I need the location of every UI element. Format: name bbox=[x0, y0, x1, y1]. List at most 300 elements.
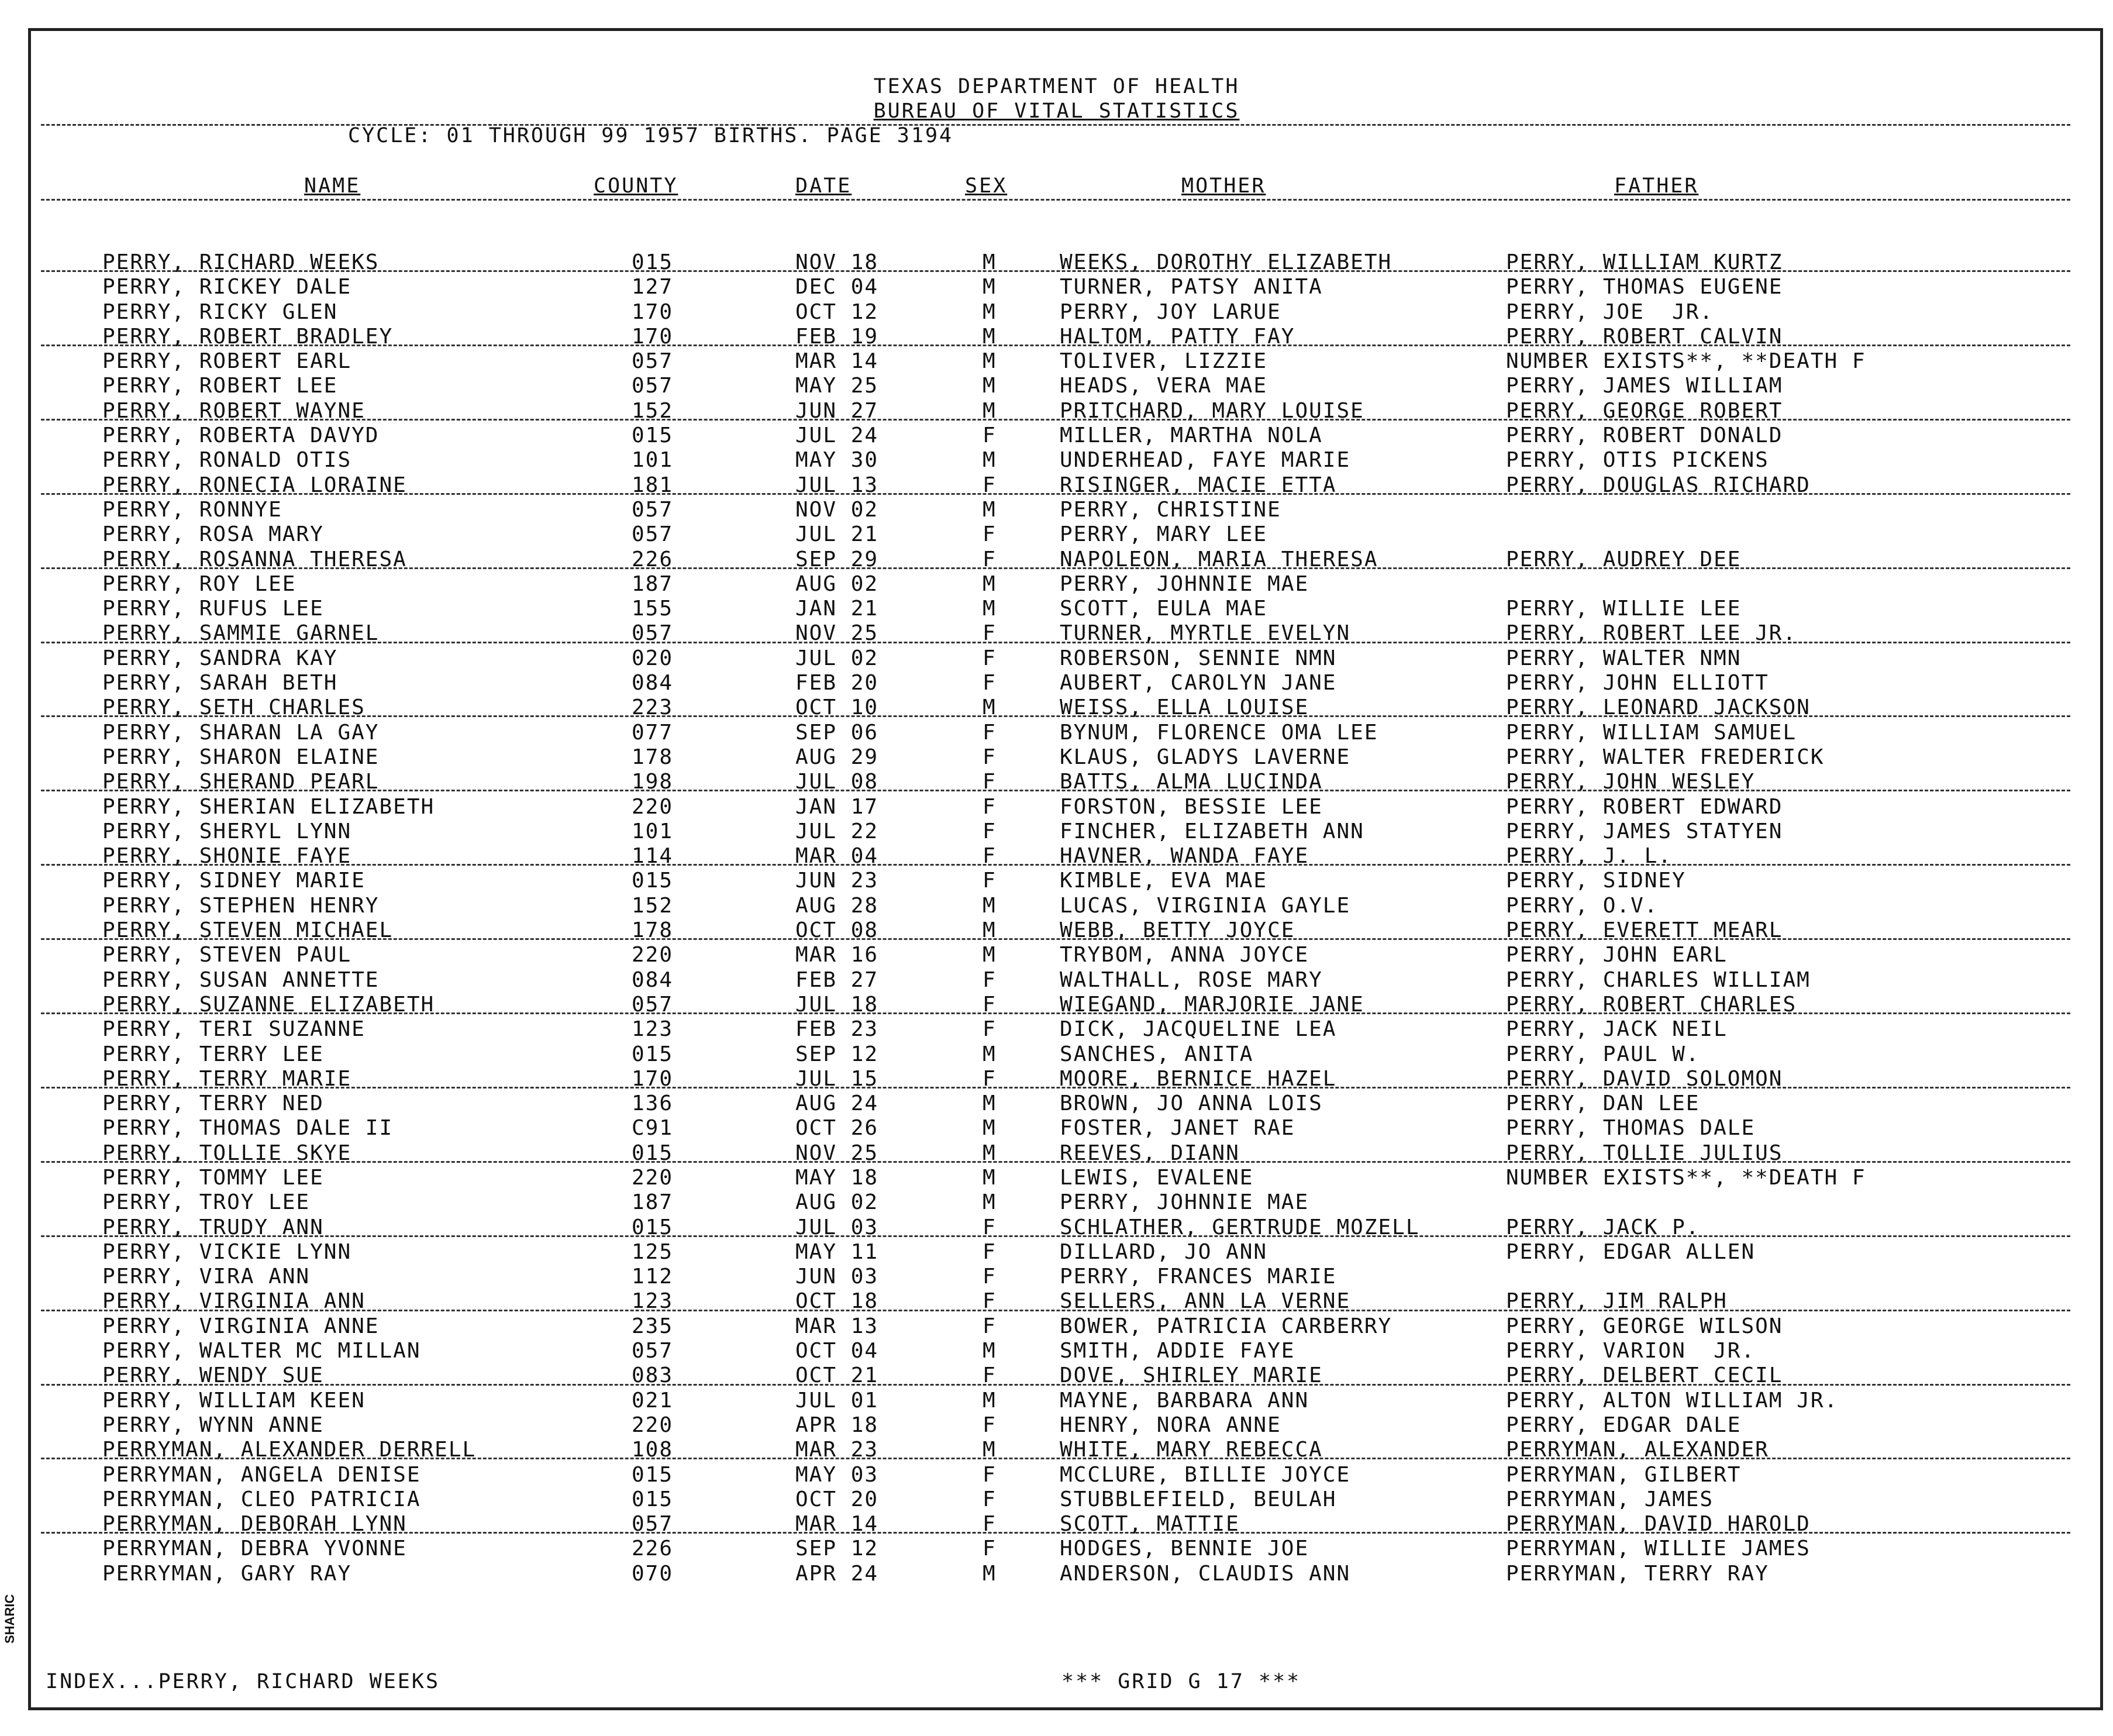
record-mother: MOORE, BERNICE HAZEL bbox=[1060, 1066, 1337, 1091]
record-date: FEB 20 bbox=[795, 671, 879, 695]
record-mother: SMITH, ADDIE FAYE bbox=[1060, 1339, 1295, 1363]
record-sex: F bbox=[983, 1413, 997, 1437]
record-county: 108 bbox=[632, 1438, 674, 1462]
record-county: 015 bbox=[632, 1215, 674, 1239]
agency-title: TEXAS DEPARTMENT OF HEALTH bbox=[873, 75, 1240, 98]
record-father: PERRY, O.V. bbox=[1506, 893, 1659, 918]
record-father: NUMBER EXISTS**, **DEATH F bbox=[1506, 1165, 1866, 1190]
record-date: AUG 29 bbox=[795, 745, 879, 769]
record-father: PERRY, JACK P. bbox=[1506, 1215, 1700, 1239]
row-separator bbox=[41, 864, 2070, 866]
record-father: PERRY, WILLIAM SAMUEL bbox=[1506, 720, 1797, 745]
record-sex: M bbox=[983, 299, 997, 324]
row-separator bbox=[41, 1310, 2070, 1311]
record-name: PERRY, WENDY SUE bbox=[102, 1363, 324, 1388]
record-row bbox=[0, 819, 2113, 844]
record-sex: M bbox=[983, 597, 997, 621]
record-date: JUL 08 bbox=[795, 770, 879, 794]
record-date: MAY 25 bbox=[795, 374, 879, 398]
record-mother: PERRY, JOHNNIE MAE bbox=[1060, 571, 1309, 596]
record-row bbox=[0, 1265, 2113, 1289]
record-sex: F bbox=[983, 1265, 997, 1289]
column-header-father: FATHER bbox=[1614, 174, 1699, 198]
record-name: PERRY, SARAH BETH bbox=[102, 671, 338, 695]
record-mother: PRITCHARD, MARY LOUISE bbox=[1060, 398, 1364, 423]
record-date: AUG 24 bbox=[795, 1091, 879, 1116]
row-separator bbox=[41, 567, 2070, 569]
record-name: PERRY, TOLLIE SKYE bbox=[102, 1141, 352, 1165]
record-row bbox=[0, 1487, 2113, 1512]
record-mother: NAPOLEON, MARIA THERESA bbox=[1060, 547, 1378, 571]
record-date: OCT 12 bbox=[795, 299, 879, 324]
record-name: PERRYMAN, DEBORAH LYNN bbox=[102, 1512, 407, 1537]
record-row bbox=[0, 1314, 2113, 1339]
record-date: MAY 11 bbox=[795, 1239, 879, 1264]
record-sex: M bbox=[983, 250, 997, 274]
record-name: PERRY, RONALD OTIS bbox=[102, 448, 352, 473]
record-sex: M bbox=[983, 571, 997, 596]
record-father: PERRY, DELBERT CECIL bbox=[1506, 1363, 1783, 1388]
record-mother: SCOTT, EULA MAE bbox=[1060, 597, 1268, 621]
record-date: JUL 21 bbox=[795, 522, 879, 547]
record-date: FEB 23 bbox=[795, 1017, 879, 1042]
record-date: JUL 18 bbox=[795, 992, 879, 1017]
record-name: PERRY, SHERIAN ELIZABETH bbox=[102, 794, 435, 819]
record-mother: DICK, JACQUELINE LEA bbox=[1060, 1017, 1337, 1042]
record-county: 187 bbox=[632, 571, 674, 596]
record-mother: HODGES, BENNIE JOE bbox=[1060, 1537, 1309, 1561]
record-row bbox=[0, 572, 2113, 597]
record-row bbox=[0, 1042, 2113, 1067]
record-mother: HAVNER, WANDA FAYE bbox=[1060, 844, 1309, 869]
record-county: 198 bbox=[632, 770, 674, 794]
record-date: JUL 02 bbox=[795, 646, 879, 670]
record-name: PERRY, STEVEN MICHAEL bbox=[102, 918, 394, 943]
record-row bbox=[0, 1562, 2113, 1586]
record-row bbox=[0, 1017, 2113, 1042]
record-county: 226 bbox=[632, 1537, 674, 1561]
record-county: 021 bbox=[632, 1388, 674, 1413]
record-mother: WIEGAND, MARJORIE JANE bbox=[1060, 992, 1364, 1017]
record-sex: F bbox=[983, 1537, 997, 1561]
record-sex: F bbox=[983, 967, 997, 992]
record-county: 015 bbox=[632, 1487, 674, 1511]
column-header-sex: SEX bbox=[965, 174, 1008, 198]
record-mother: ANDERSON, CLAUDIS ANN bbox=[1060, 1561, 1351, 1586]
record-row bbox=[0, 1389, 2113, 1413]
record-date: AUG 02 bbox=[795, 1190, 879, 1215]
record-name: PERRY, THOMAS DALE II bbox=[102, 1116, 394, 1141]
record-father: PERRY, GEORGE ROBERT bbox=[1506, 398, 1783, 423]
record-mother: BROWN, JO ANNA LOIS bbox=[1060, 1091, 1323, 1116]
record-mother: WHITE, MARY REBECCA bbox=[1060, 1438, 1323, 1462]
record-mother: LEWIS, EVALENE bbox=[1060, 1165, 1254, 1190]
record-father: PERRY, LEONARD JACKSON bbox=[1506, 695, 1811, 720]
record-sex: M bbox=[983, 1042, 997, 1066]
record-date: MAR 14 bbox=[795, 1512, 879, 1537]
record-county: 155 bbox=[632, 597, 674, 621]
record-name: PERRY, ROBERT EARL bbox=[102, 349, 352, 374]
record-sex: F bbox=[983, 794, 997, 819]
record-father: PERRY, THOMAS EUGENE bbox=[1506, 275, 1783, 299]
record-sex: F bbox=[983, 1066, 997, 1091]
row-separator bbox=[41, 1235, 2070, 1237]
record-county: 015 bbox=[632, 1141, 674, 1165]
record-sex: M bbox=[983, 324, 997, 349]
record-sex: M bbox=[983, 1388, 997, 1413]
record-row bbox=[0, 671, 2113, 695]
record-row bbox=[0, 1166, 2113, 1190]
record-date: JUL 01 bbox=[795, 1388, 879, 1413]
record-mother: MCCLURE, BILLIE JOYCE bbox=[1060, 1462, 1351, 1487]
record-father: PERRYMAN, GILBERT bbox=[1506, 1462, 1742, 1487]
record-sex: F bbox=[983, 1512, 997, 1537]
record-father: PERRY, ALTON WILLIAM JR. bbox=[1506, 1388, 1839, 1413]
record-mother: PERRY, JOHNNIE MAE bbox=[1060, 1190, 1309, 1215]
row-separator bbox=[41, 715, 2070, 717]
record-mother: HEADS, VERA MAE bbox=[1060, 374, 1268, 398]
record-date: MAY 03 bbox=[795, 1462, 879, 1487]
record-father: PERRYMAN, ALEXANDER bbox=[1506, 1438, 1769, 1462]
record-name: PERRY, TERRY NED bbox=[102, 1091, 324, 1116]
record-county: 015 bbox=[632, 869, 674, 893]
record-county: 015 bbox=[632, 1462, 674, 1487]
record-date: OCT 21 bbox=[795, 1363, 879, 1388]
record-mother: UNDERHEAD, FAYE MARIE bbox=[1060, 448, 1351, 473]
record-row bbox=[0, 1190, 2113, 1215]
record-row bbox=[0, 943, 2113, 967]
record-date: OCT 20 bbox=[795, 1487, 879, 1511]
record-county: 181 bbox=[632, 473, 674, 497]
record-county: 101 bbox=[632, 448, 674, 473]
record-date: AUG 02 bbox=[795, 571, 879, 596]
record-row bbox=[0, 968, 2113, 993]
record-mother: SANCHES, ANITA bbox=[1060, 1042, 1254, 1066]
record-county: 125 bbox=[632, 1239, 674, 1264]
record-county: 070 bbox=[632, 1561, 674, 1586]
record-date: MAR 04 bbox=[795, 844, 879, 869]
record-father: PERRY, ROBERT EDWARD bbox=[1506, 794, 1783, 819]
record-father: PERRY, WALTER FREDERICK bbox=[1506, 745, 1825, 769]
record-sex: F bbox=[983, 1363, 997, 1388]
record-father: PERRY, TOLLIE JULIUS bbox=[1506, 1141, 1783, 1165]
record-sex: F bbox=[983, 1215, 997, 1239]
record-county: 114 bbox=[632, 844, 674, 869]
record-name: PERRY, RICKY GLEN bbox=[102, 299, 338, 324]
record-date: MAY 18 bbox=[795, 1165, 879, 1190]
record-row bbox=[0, 745, 2113, 770]
record-county: 152 bbox=[632, 893, 674, 918]
record-father: PERRY, DOUGLAS RICHARD bbox=[1506, 473, 1811, 497]
record-name: PERRY, VICKIE LYNN bbox=[102, 1239, 352, 1264]
record-mother: MILLER, MARTHA NOLA bbox=[1060, 423, 1323, 448]
record-father: PERRYMAN, JAMES bbox=[1506, 1487, 1714, 1511]
record-date: AUG 28 bbox=[795, 893, 879, 918]
record-mother: SCOTT, MATTIE bbox=[1060, 1512, 1240, 1537]
record-county: 020 bbox=[632, 646, 674, 670]
record-date: MAR 14 bbox=[795, 349, 879, 374]
record-date: NOV 25 bbox=[795, 621, 879, 646]
record-mother: FORSTON, BESSIE LEE bbox=[1060, 794, 1323, 819]
record-father: PERRY, DAVID SOLOMON bbox=[1506, 1066, 1783, 1091]
record-name: PERRY, RUFUS LEE bbox=[102, 597, 324, 621]
record-mother: HALTOM, PATTY FAY bbox=[1060, 324, 1295, 349]
record-mother: SCHLATHER, GERTRUDE MOZELL bbox=[1060, 1215, 1420, 1239]
record-father: PERRY, CHARLES WILLIAM bbox=[1506, 967, 1811, 992]
record-date: OCT 04 bbox=[795, 1339, 879, 1363]
record-father: PERRY, ROBERT CHARLES bbox=[1506, 992, 1797, 1017]
record-name: PERRY, ROSA MARY bbox=[102, 522, 324, 547]
row-separator bbox=[41, 938, 2070, 940]
record-sex: M bbox=[983, 497, 997, 522]
record-row bbox=[0, 300, 2113, 325]
record-mother: PERRY, CHRISTINE bbox=[1060, 497, 1281, 522]
record-county: 123 bbox=[632, 1289, 674, 1314]
cycle-line: CYCLE: 01 THROUGH 99 1957 BIRTHS. PAGE 3194 bbox=[348, 124, 954, 147]
record-mother: STUBBLEFIELD, BEULAH bbox=[1060, 1487, 1337, 1511]
record-sex: M bbox=[983, 374, 997, 398]
record-name: PERRY, RICKEY DALE bbox=[102, 275, 352, 299]
record-father: PERRY, JAMES WILLIAM bbox=[1506, 374, 1783, 398]
record-father: PERRY, WILLIAM KURTZ bbox=[1506, 250, 1783, 274]
record-mother: FOSTER, JANET RAE bbox=[1060, 1116, 1295, 1141]
record-county: 170 bbox=[632, 1066, 674, 1091]
row-separator bbox=[41, 1532, 2070, 1534]
record-row bbox=[0, 349, 2113, 374]
record-name: PERRY, SUZANNE ELIZABETH bbox=[102, 992, 435, 1017]
header-divider bbox=[41, 124, 2070, 126]
record-mother: BATTS, ALMA LUCINDA bbox=[1060, 770, 1323, 794]
record-sex: M bbox=[983, 1165, 997, 1190]
record-row bbox=[0, 374, 2113, 398]
column-header-date: DATE bbox=[795, 174, 852, 198]
record-date: FEB 27 bbox=[795, 967, 879, 992]
row-separator bbox=[41, 419, 2070, 421]
column-header-name: NAME bbox=[304, 174, 361, 198]
record-date: MAR 13 bbox=[795, 1314, 879, 1338]
row-separator bbox=[41, 1458, 2070, 1459]
record-row bbox=[0, 721, 2113, 745]
grid-footer: *** GRID G 17 *** bbox=[1061, 1670, 1301, 1693]
row-separator bbox=[41, 790, 2070, 791]
record-sex: F bbox=[983, 745, 997, 769]
record-date: MAR 16 bbox=[795, 943, 879, 967]
record-name: PERRY, RONNYE bbox=[102, 497, 282, 522]
record-mother: TOLIVER, LIZZIE bbox=[1060, 349, 1268, 374]
record-date: JAN 21 bbox=[795, 597, 879, 621]
record-father: PERRY, EVERETT MEARL bbox=[1506, 918, 1783, 943]
record-row bbox=[0, 1537, 2113, 1561]
row-separator bbox=[41, 1161, 2070, 1163]
record-name: PERRY, SHERAND PEARL bbox=[102, 770, 380, 794]
record-county: 220 bbox=[632, 794, 674, 819]
record-father: PERRYMAN, DAVID HAROLD bbox=[1506, 1512, 1811, 1537]
bureau-title: BUREAU OF VITAL STATISTICS bbox=[873, 99, 1240, 123]
record-county: 015 bbox=[632, 250, 674, 274]
record-name: PERRY, ROBERT LEE bbox=[102, 374, 338, 398]
record-county: 220 bbox=[632, 943, 674, 967]
record-father: PERRY, AUDREY DEE bbox=[1506, 547, 1742, 571]
record-mother: DOVE, SHIRLEY MARIE bbox=[1060, 1363, 1323, 1388]
record-sex: F bbox=[983, 1487, 997, 1511]
record-county: 220 bbox=[632, 1165, 674, 1190]
record-county: 178 bbox=[632, 918, 674, 943]
record-date: OCT 08 bbox=[795, 918, 879, 943]
record-name: PERRY, SETH CHARLES bbox=[102, 695, 366, 720]
record-sex: F bbox=[983, 1017, 997, 1042]
record-name: PERRYMAN, ALEXANDER DERRELL bbox=[102, 1438, 477, 1462]
record-row bbox=[0, 275, 2113, 299]
records-list bbox=[0, 250, 2113, 1586]
record-mother: BYNUM, FLORENCE OMA LEE bbox=[1060, 720, 1378, 745]
record-sex: M bbox=[983, 398, 997, 423]
record-name: PERRY, SUSAN ANNETTE bbox=[102, 967, 380, 992]
record-name: PERRY, SANDRA KAY bbox=[102, 646, 338, 670]
record-county: 223 bbox=[632, 695, 674, 720]
record-name: PERRY, WYNN ANNE bbox=[102, 1413, 324, 1437]
record-date: JUL 24 bbox=[795, 423, 879, 448]
record-name: PERRY, VIRGINIA ANNE bbox=[102, 1314, 380, 1338]
record-father: PERRY, ROBERT DONALD bbox=[1506, 423, 1783, 448]
record-sex: M bbox=[983, 1438, 997, 1462]
record-county: 083 bbox=[632, 1363, 674, 1388]
record-father: PERRY, THOMAS DALE bbox=[1506, 1116, 1756, 1141]
record-father: PERRY, OTIS PICKENS bbox=[1506, 448, 1769, 473]
record-county: C91 bbox=[632, 1116, 674, 1141]
record-father: PERRY, JOHN WESLEY bbox=[1506, 770, 1756, 794]
record-date: JUL 13 bbox=[795, 473, 879, 497]
record-name: PERRY, ROBERTA DAVYD bbox=[102, 423, 380, 448]
record-sex: F bbox=[983, 819, 997, 843]
record-name: PERRY, ROBERT BRADLEY bbox=[102, 324, 394, 349]
record-name: PERRY, ROY LEE bbox=[102, 571, 297, 596]
record-name: PERRY, STEPHEN HENRY bbox=[102, 893, 380, 918]
record-county: 101 bbox=[632, 819, 674, 843]
record-name: PERRY, TRUDY ANN bbox=[102, 1215, 324, 1239]
record-sex: F bbox=[983, 992, 997, 1017]
record-sex: F bbox=[983, 770, 997, 794]
record-sex: F bbox=[983, 1289, 997, 1314]
record-mother: BOWER, PATRICIA CARBERRY bbox=[1060, 1314, 1392, 1338]
record-mother: WEBB, BETTY JOYCE bbox=[1060, 918, 1295, 943]
row-separator bbox=[41, 493, 2070, 495]
record-sex: F bbox=[983, 522, 997, 547]
record-father: PERRY, ROBERT CALVIN bbox=[1506, 324, 1783, 349]
record-mother: TRYBOM, ANNA JOYCE bbox=[1060, 943, 1309, 967]
record-county: 178 bbox=[632, 745, 674, 769]
record-mother: PERRY, MARY LEE bbox=[1060, 522, 1268, 547]
record-row bbox=[0, 448, 2113, 473]
record-name: PERRY, TERRY LEE bbox=[102, 1042, 324, 1066]
record-mother: WEEKS, DOROTHY ELIZABETH bbox=[1060, 250, 1392, 274]
record-name: PERRYMAN, DEBRA YVONNE bbox=[102, 1537, 407, 1561]
record-mother: PERRY, FRANCES MARIE bbox=[1060, 1265, 1337, 1289]
record-sex: M bbox=[983, 275, 997, 299]
record-sex: M bbox=[983, 1141, 997, 1165]
record-row bbox=[0, 1091, 2113, 1116]
record-county: 015 bbox=[632, 1042, 674, 1066]
record-date: FEB 19 bbox=[795, 324, 879, 349]
record-county: 015 bbox=[632, 423, 674, 448]
record-sex: M bbox=[983, 1561, 997, 1586]
index-footer: INDEX...PERRY, RICHARD WEEKS bbox=[46, 1670, 440, 1693]
record-mother: TURNER, PATSY ANITA bbox=[1060, 275, 1323, 299]
record-father: PERRY, EDGAR DALE bbox=[1506, 1413, 1742, 1437]
record-county: 084 bbox=[632, 671, 674, 695]
record-father: PERRY, ROBERT LEE JR. bbox=[1506, 621, 1797, 646]
record-county: 057 bbox=[632, 349, 674, 374]
record-row bbox=[0, 646, 2113, 671]
record-date: JUN 23 bbox=[795, 869, 879, 893]
record-date: APR 18 bbox=[795, 1413, 879, 1437]
record-name: PERRY, SIDNEY MARIE bbox=[102, 869, 366, 893]
record-father: PERRY, PAUL W. bbox=[1506, 1042, 1700, 1066]
record-name: PERRY, SHERYL LYNN bbox=[102, 819, 352, 843]
record-name: PERRY, SAMMIE GARNEL bbox=[102, 621, 380, 646]
record-name: PERRYMAN, CLEO PATRICIA bbox=[102, 1487, 421, 1511]
record-sex: F bbox=[983, 720, 997, 745]
record-date: JUL 15 bbox=[795, 1066, 879, 1091]
record-father: PERRY, JOE JR. bbox=[1506, 299, 1714, 324]
record-date: MAY 30 bbox=[795, 448, 879, 473]
record-name: PERRYMAN, GARY RAY bbox=[102, 1561, 352, 1586]
record-date: JUN 27 bbox=[795, 398, 879, 423]
record-date: SEP 12 bbox=[795, 1537, 879, 1561]
record-date: OCT 18 bbox=[795, 1289, 879, 1314]
record-sex: M bbox=[983, 448, 997, 473]
record-date: OCT 10 bbox=[795, 695, 879, 720]
record-county: 112 bbox=[632, 1265, 674, 1289]
record-date: JUL 03 bbox=[795, 1215, 879, 1239]
record-mother: FINCHER, ELIZABETH ANN bbox=[1060, 819, 1364, 843]
record-name: PERRY, VIRGINIA ANN bbox=[102, 1289, 366, 1314]
record-father: PERRY, WILLIE LEE bbox=[1506, 597, 1742, 621]
record-name: PERRY, TERRY MARIE bbox=[102, 1066, 352, 1091]
record-county: 170 bbox=[632, 324, 674, 349]
record-date: APR 24 bbox=[795, 1561, 879, 1586]
record-father: PERRY, JIM RALPH bbox=[1506, 1289, 1728, 1314]
record-mother: HENRY, NORA ANNE bbox=[1060, 1413, 1281, 1437]
record-county: 084 bbox=[632, 967, 674, 992]
record-county: 187 bbox=[632, 1190, 674, 1215]
record-county: 152 bbox=[632, 398, 674, 423]
record-sex: F bbox=[983, 671, 997, 695]
record-name: PERRY, SHARAN LA GAY bbox=[102, 720, 380, 745]
record-name: PERRY, TERI SUZANNE bbox=[102, 1017, 366, 1042]
record-county: 220 bbox=[632, 1413, 674, 1437]
record-row bbox=[0, 1116, 2113, 1141]
record-row bbox=[0, 894, 2113, 918]
record-name: PERRY, TROY LEE bbox=[102, 1190, 311, 1215]
row-separator bbox=[41, 1384, 2070, 1386]
record-father: PERRY, DAN LEE bbox=[1506, 1091, 1700, 1116]
record-name: PERRY, STEVEN PAUL bbox=[102, 943, 352, 967]
record-mother: PERRY, JOY LARUE bbox=[1060, 299, 1281, 324]
record-mother: AUBERT, CAROLYN JANE bbox=[1060, 671, 1337, 695]
record-date: MAR 23 bbox=[795, 1438, 879, 1462]
record-father: PERRY, J. L. bbox=[1506, 844, 1673, 869]
record-name: PERRYMAN, ANGELA DENISE bbox=[102, 1462, 421, 1487]
record-date: JUN 03 bbox=[795, 1265, 879, 1289]
record-mother: ROBERSON, SENNIE NMN bbox=[1060, 646, 1337, 670]
record-sex: F bbox=[983, 1239, 997, 1264]
row-separator bbox=[41, 1087, 2070, 1089]
record-row bbox=[0, 795, 2113, 819]
record-mother: KLAUS, GLADYS LAVERNE bbox=[1060, 745, 1351, 769]
record-sex: F bbox=[983, 1314, 997, 1338]
column-header-mother: MOTHER bbox=[1181, 174, 1266, 198]
record-name: PERRY, ROBERT WAYNE bbox=[102, 398, 366, 423]
